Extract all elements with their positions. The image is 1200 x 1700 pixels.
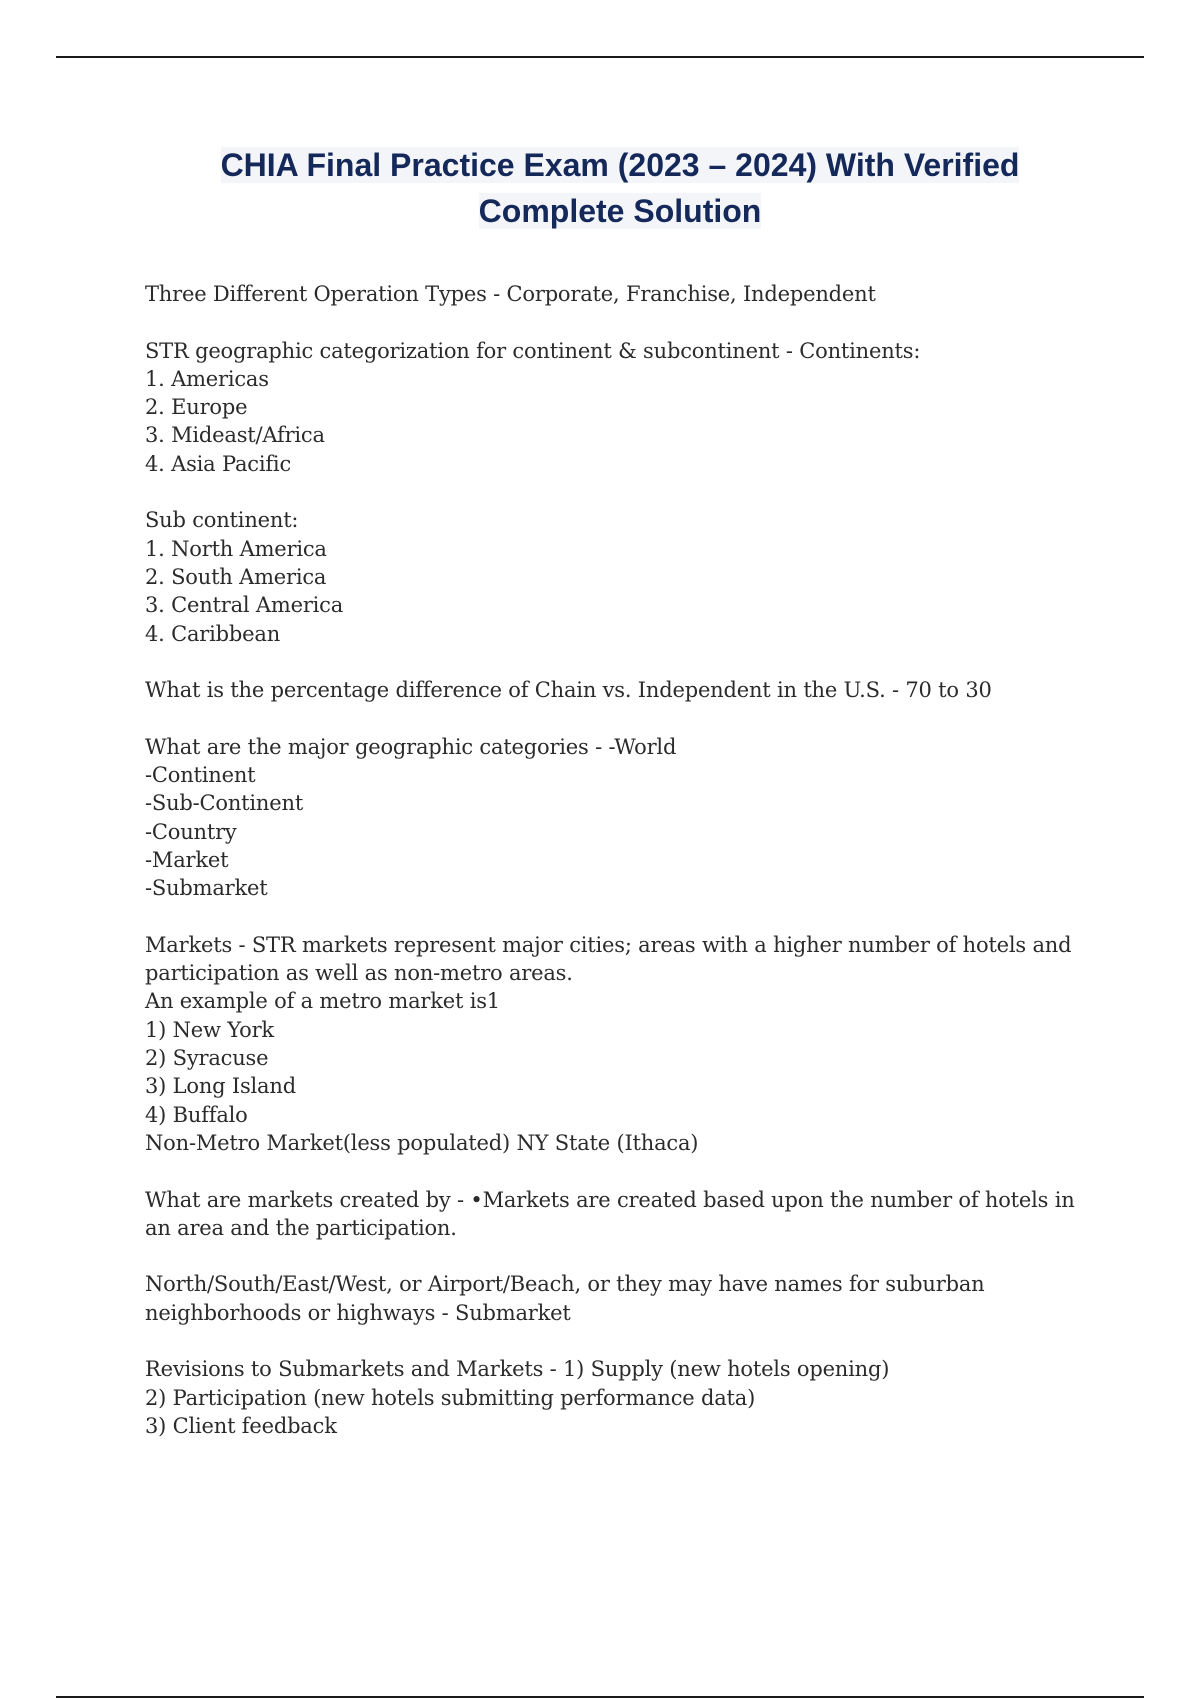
text-line: 3. Central America [145,593,344,618]
top-rule [56,56,1144,58]
text-line: Three Different Operation Types - Corporate, Franchise, Independent [145,282,876,306]
text-line: 4. Caribbean [145,621,281,646]
text-line: -Continent [145,763,256,788]
text-line: North/South/East/West, or Airport/Beach, or they may have names for suburban neighborhoods or highways - Submarket [145,1272,985,1325]
qa-block [145,506,1085,647]
qa-block [145,676,1085,704]
text-line: Markets - STR markets represent major cities; areas with a higher number of hotels and participation as well as non-metro areas. [145,932,1072,986]
text-line: -Country [145,819,237,844]
text-line: 3) Long Island [145,1074,296,1099]
text-line: 1. North America [145,536,327,561]
text-line: 4. Asia Pacific [145,451,291,476]
text-line: 2) Syracuse [145,1046,269,1071]
text-line: STR geographic categorization for continent & subcontinent - Continents: [145,338,921,363]
text-line: What are markets created by - •Markets are created based upon the number of hotels in an area and the participation. [145,1187,1075,1240]
text-line: Sub continent: [145,508,299,533]
page-title [140,142,1100,234]
text-line: -Market [145,847,229,872]
title-line-2: Complete Solution [478,193,762,229]
qa-block [145,1186,1085,1243]
text-line: -Sub-Continent [145,791,304,816]
qa-block [145,931,1085,1157]
text-line: What is the percentage difference of Chain vs. Independent in the U.S. - 70 to 30 [145,678,992,703]
qa-block [145,733,1085,903]
qa-block [145,337,1085,478]
document-body [145,280,1085,1468]
text-line: 3) Client feedback [145,1413,337,1438]
text-line: 1) New York [145,1017,274,1042]
qa-block [145,280,1085,308]
text-line: What are the major geographic categories - -World [145,734,677,759]
text-line: 2) Participation (new hotels submitting performance data) [145,1385,756,1410]
text-line: 3. Mideast/Africa [145,423,325,448]
text-line: An example of a metro market is1 [145,989,500,1014]
title-line-1: CHIA Final Practice Exam (2023 – 2024) With Verified [220,147,1020,183]
text-line: Non-Metro Market(less populated) NY State (Ithaca) [145,1130,699,1155]
text-line: 2. Europe [145,395,248,420]
text-line: 4) Buffalo [145,1102,248,1127]
text-line: Revisions to Submarkets and Markets - 1) Supply (new hotels opening) [145,1357,890,1382]
bottom-rule [56,1696,1144,1698]
qa-block [145,1355,1085,1440]
text-line: -Submarket [145,876,268,901]
qa-block [145,1270,1085,1327]
text-line: 1. Americas [145,366,269,391]
text-line: 2. South America [145,564,327,589]
